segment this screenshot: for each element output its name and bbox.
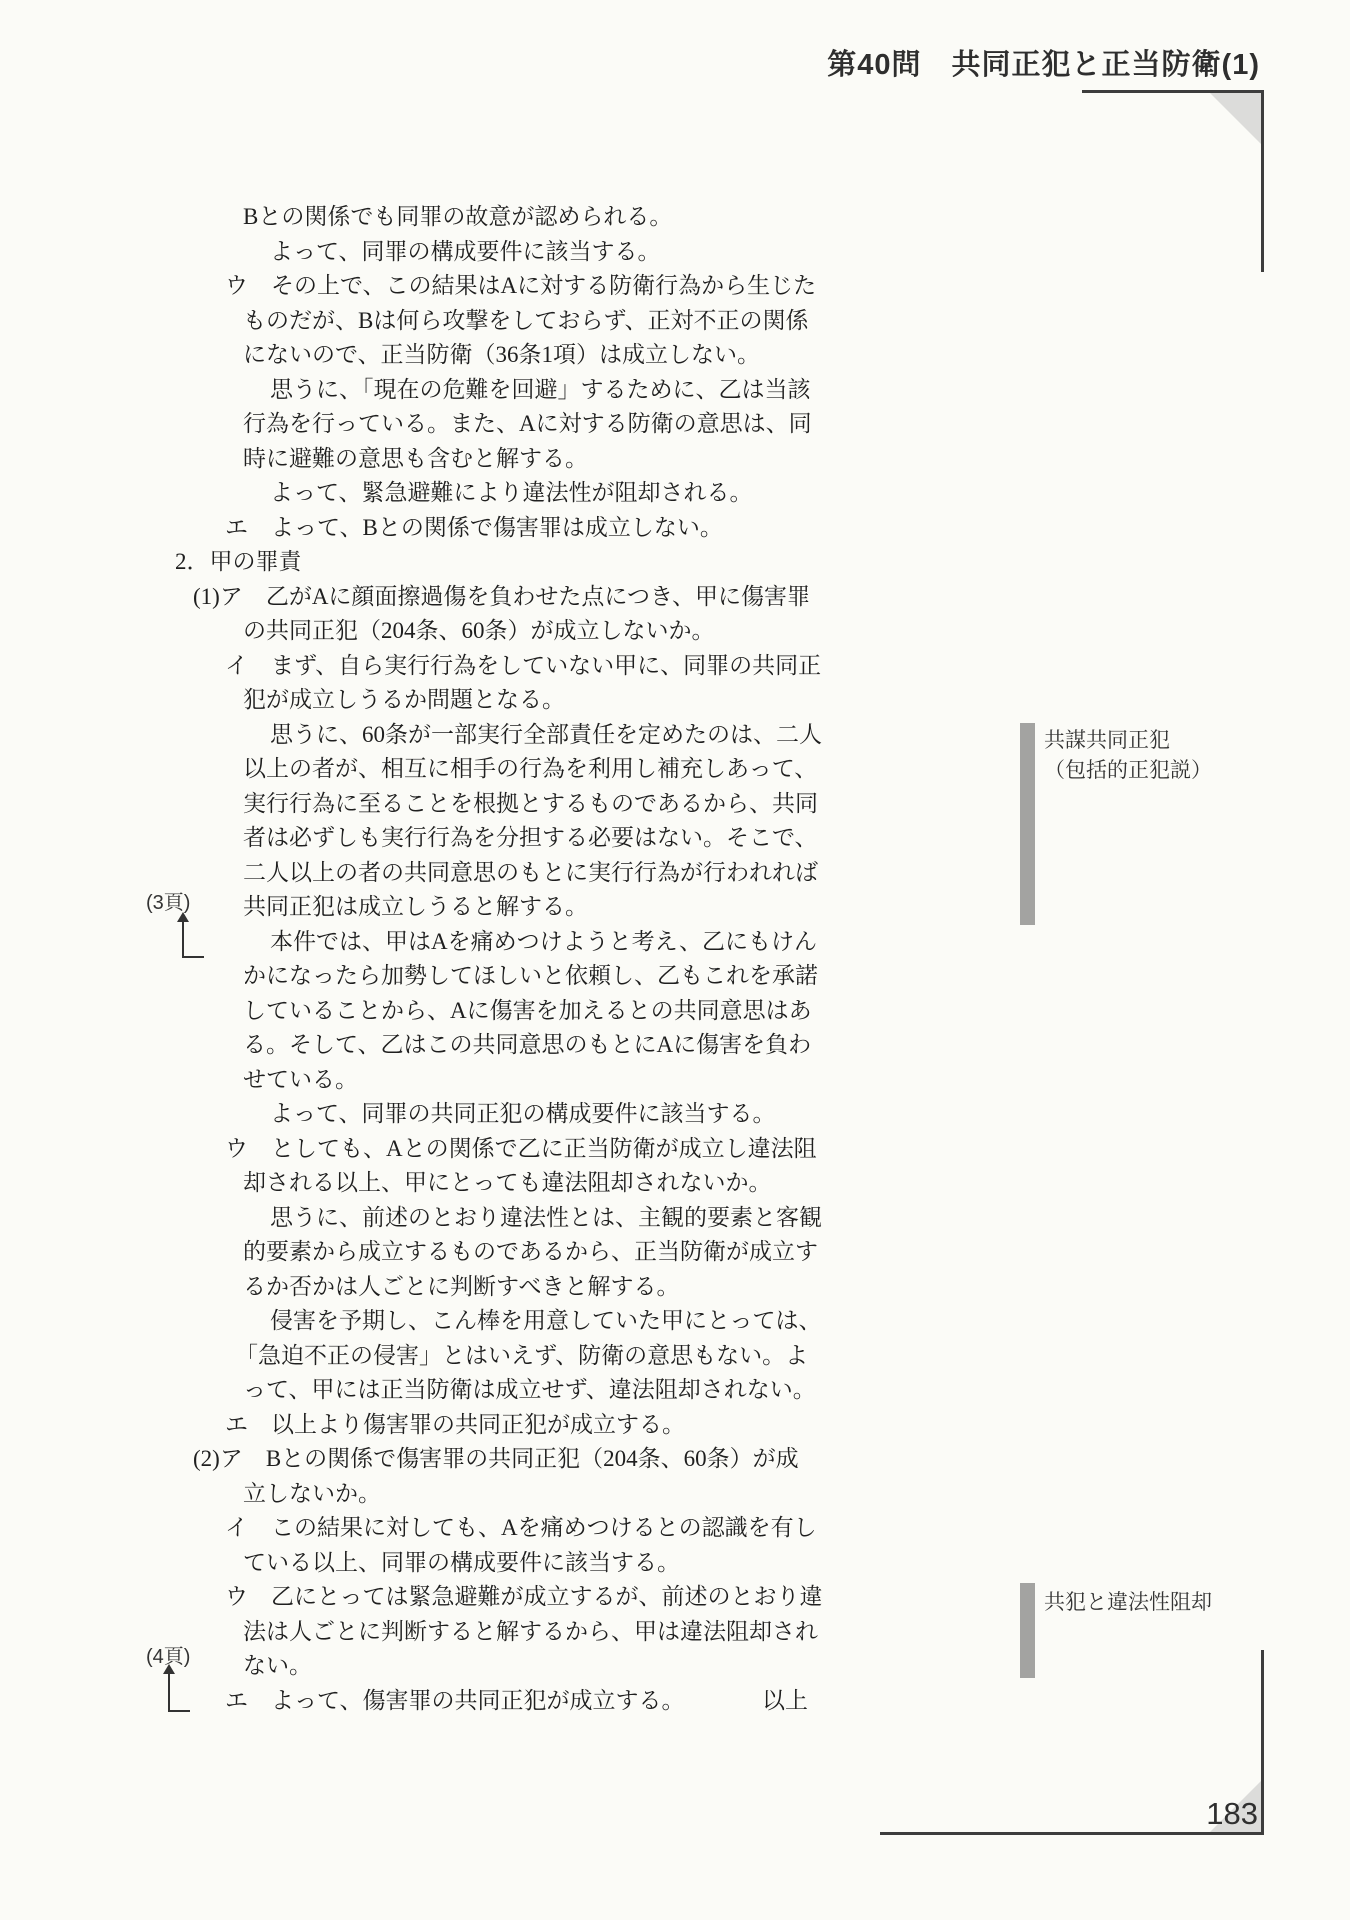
body-line: 実行行為に至ることを根拠とするものであるから、共同	[243, 790, 818, 816]
body-line: 却される以上、甲にとっても違法阻却されないか。	[243, 1170, 772, 1195]
page-header-title: 第40問 共同正犯と正当防衛(1)	[827, 49, 1260, 81]
body-line: イ まず、自ら実行行為をしていない甲に、同罪の共同正	[225, 652, 822, 678]
end-of-answer-label: 以上	[762, 1687, 808, 1713]
body-line: ている以上、同罪の構成要件に該当する。	[243, 1549, 680, 1575]
top-corner-vertical-rule	[1261, 90, 1264, 272]
body-line: の共同正犯（204条、60条）が成立しないか。	[243, 618, 715, 643]
bottom-corner-horizontal-rule	[880, 1832, 1264, 1835]
body-line: かになったら加勢してほしいと依頼し、乙もこれを承諾	[243, 963, 818, 988]
body-line: 侵害を予期し、こん棒を用意していた甲にとっては、	[270, 1308, 822, 1333]
page-marker-4-arrow-foot	[168, 1710, 190, 1712]
body-line: 思うに、60条が一部実行全部責任を定めたのは、二人	[270, 721, 822, 747]
body-line: 2．甲の罪責	[175, 549, 302, 574]
margin-note-1	[1044, 726, 1334, 786]
body-line: 法は人ごとに判断すると解するから、甲は違法阻却され	[243, 1618, 818, 1644]
body-line: にないので、正当防衛（36条1項）は成立しない。	[243, 342, 761, 367]
page-marker-3: (3頁)	[146, 892, 191, 914]
page-marker-3-arrow-foot	[182, 956, 204, 958]
body-line: 「急迫不正の侵害」とはいえず、防衛の意思もない。よ	[235, 1342, 809, 1368]
body-line: (2)ア Bとの関係で傷害罪の共同正犯（204条、60条）が成	[193, 1446, 799, 1471]
body-line: よって、緊急避難により違法性が阻却される。	[270, 480, 753, 505]
body-line: ない。	[243, 1653, 312, 1678]
body-line: 行為を行っている。また、Aに対する防衛の意思は、同	[243, 411, 812, 436]
body-line: Bとの関係でも同罪の故意が認められる。	[243, 204, 673, 229]
body-line: エ よって、Bとの関係で傷害罪は成立しない。	[225, 514, 723, 540]
body-line: って、甲には正当防衛は成立せず、違法阻却されない。	[243, 1377, 816, 1402]
body-line: 思うに、前述のとおり違法性とは、主観的要素と客観	[270, 1204, 822, 1230]
body-line: 的要素から成立するものであるから、正当防衛が成立す	[243, 1239, 818, 1264]
body-line: ウ としても、Aとの関係で乙に正当防衛が成立し違法阻	[225, 1135, 817, 1161]
body-line: 共同正犯は成立しうると解する。	[243, 894, 588, 919]
page-marker-3-arrow-line	[182, 920, 184, 958]
body-line: エ よって、傷害罪の共同正犯が成立する。 以上	[175, 1684, 808, 1719]
body-line: よって、同罪の共同正犯の構成要件に該当する。	[270, 1101, 776, 1126]
body-line: (1)ア 乙がAに顔面擦過傷を負わせた点につき、甲に傷害罪	[193, 583, 811, 609]
body-line: よって、同罪の構成要件に該当する。	[270, 238, 661, 264]
body-line: せている。	[243, 1066, 358, 1092]
margin-note-bar-2	[1020, 1583, 1035, 1678]
margin-note-bar-1	[1020, 723, 1035, 925]
body-line: 者は必ずしも実行行為を分担する必要はない。そこで、	[243, 825, 818, 850]
page-marker-4-arrow-line	[168, 1672, 170, 1710]
body-line: るか否かは人ごとに判断すべきと解する。	[243, 1273, 680, 1299]
body-line: ウ その上で、この結果はAに対する防衛行為から生じた	[225, 273, 817, 298]
body-line: 本件では、甲はAを痛めつけようと考え、乙にもけん	[270, 928, 817, 954]
margin-note-2	[1044, 1588, 1334, 1618]
bottom-corner-vertical-rule	[1261, 1650, 1264, 1835]
margin-note-1-line2: （包括的正犯説）	[1044, 759, 1212, 782]
margin-note-1-line1: 共謀共同正犯	[1044, 729, 1170, 752]
body-line: エ 以上より傷害罪の共同正犯が成立する。	[225, 1411, 685, 1437]
body-line: ものだが、Bは何ら攻撃をしておらず、正対不正の関係	[243, 307, 809, 333]
body-line: していることから、Aに傷害を加えるとの共同意思はあ	[243, 997, 812, 1023]
body-line: る。そして、乙はこの共同意思のもとにAに傷害を負わ	[243, 1032, 812, 1057]
body-line: イ この結果に対しても、Aを痛めつけるとの認識を有し	[225, 1515, 817, 1540]
body-line: ウ 乙にとっては緊急避難が成立するが、前述のとおり違	[225, 1584, 823, 1609]
body-line: 二人以上の者の共同意思のもとに実行行為が行われれば	[243, 859, 818, 885]
page-number: 183	[1206, 1796, 1258, 1831]
page-marker-4: (4頁)	[146, 1646, 191, 1668]
top-corner-fold-triangle	[1210, 93, 1261, 144]
margin-note-2-line1: 共犯と違法性阻却	[1044, 1591, 1212, 1614]
top-corner-horizontal-rule	[1082, 90, 1264, 93]
body-text	[175, 200, 823, 1718]
body-line: 立しないか。	[243, 1480, 381, 1506]
body-line: 犯が成立しうるか問題となる。	[243, 687, 565, 712]
body-line: 時に避難の意思も含むと解する。	[243, 445, 588, 471]
body-line: 以上の者が、相互に相手の行為を利用し補充しあって、	[243, 756, 818, 781]
body-line: 思うに、「現在の危難を回避」するために、乙は当該	[270, 376, 811, 402]
